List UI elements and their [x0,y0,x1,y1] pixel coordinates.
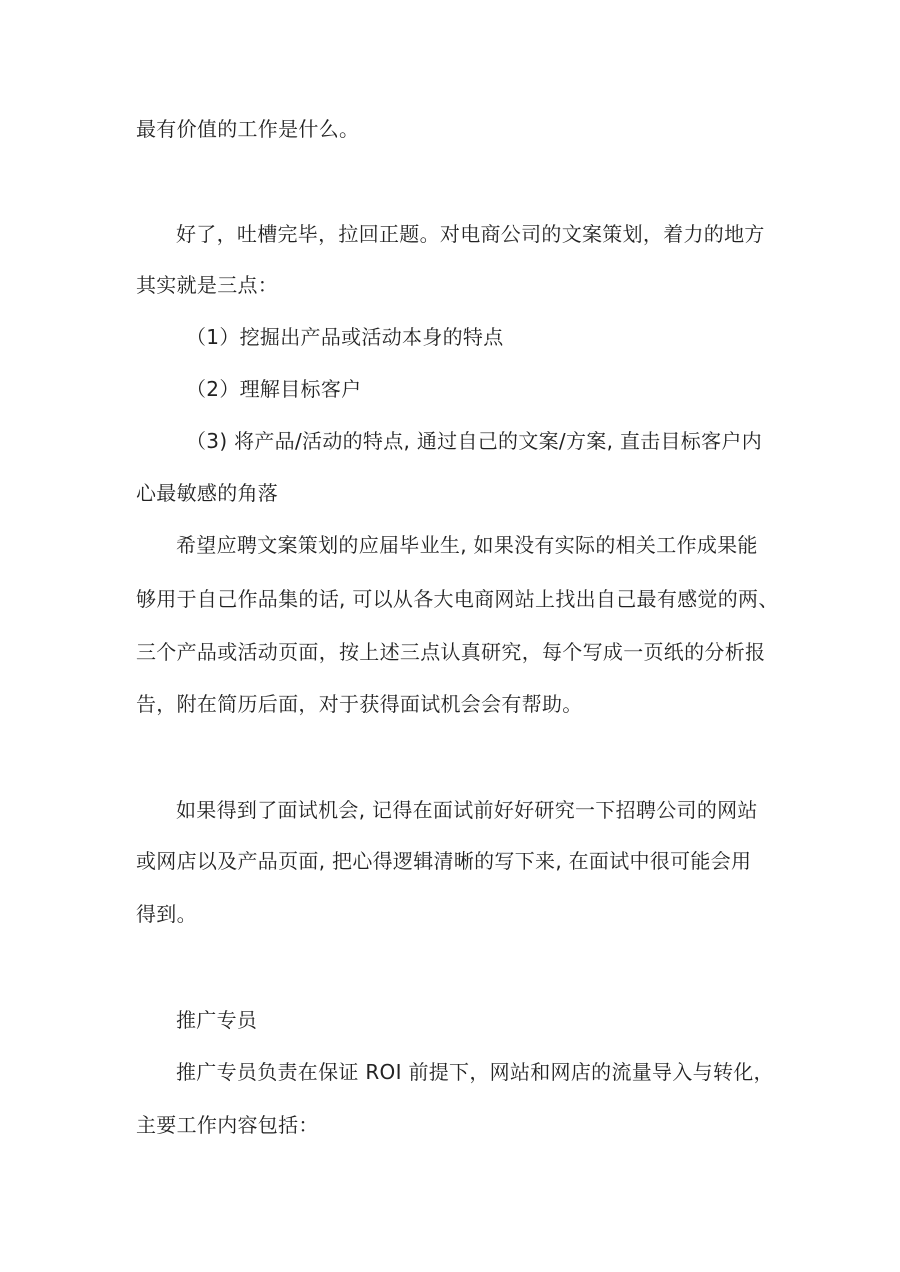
paragraph-line-5: 够用于自己作品集的话, 可以从各大电商网站上找出自己最有感觉的两、 [136,587,779,611]
list-item-2: （2）理解目标客户 [186,377,362,401]
paragraph-line-11: 推广专员负责在保证 ROI 前提下，网站和网店的流量导入与转化， [176,1060,774,1084]
paragraph-line-10: 得到。 [136,902,197,926]
section-heading: 推广专员 [176,1008,258,1032]
paragraph-line-6: 三个产品或活动页面，按上述三点认真研究，每个写成一页纸的分析报 [136,640,766,664]
paragraph-line-12: 主要工作内容包括： [136,1113,319,1137]
paragraph-line-4: 希望应聘文案策划的应届毕业生, 如果没有实际的相关工作成果能 [176,533,758,557]
paragraph-line-3: 其实就是三点： [136,273,279,297]
list-item-1: （1）挖掘出产品或活动本身的特点 [186,325,504,349]
list-item-3: （3) 将产品/活动的特点, 通过自己的文案/方案, 直击目标客户内 [186,429,762,453]
paragraph-line-7: 告，附在简历后面，对于获得面试机会会有帮助。 [136,692,583,716]
paragraph-line-1: 最有价值的工作是什么。 [136,117,360,141]
list-item-3-continued: 心最敏感的角落 [136,481,279,505]
paragraph-line-8: 如果得到了面试机会, 记得在面试前好好研究一下招聘公司的网站 [176,798,758,822]
paragraph-line-9: 或网店以及产品页面, 把心得逻辑清晰的写下来, 在面试中很可能会用 [136,849,752,873]
paragraph-line-2: 好了，吐槽完毕，拉回正题。对电商公司的文案策划，着力的地方 [176,222,765,246]
